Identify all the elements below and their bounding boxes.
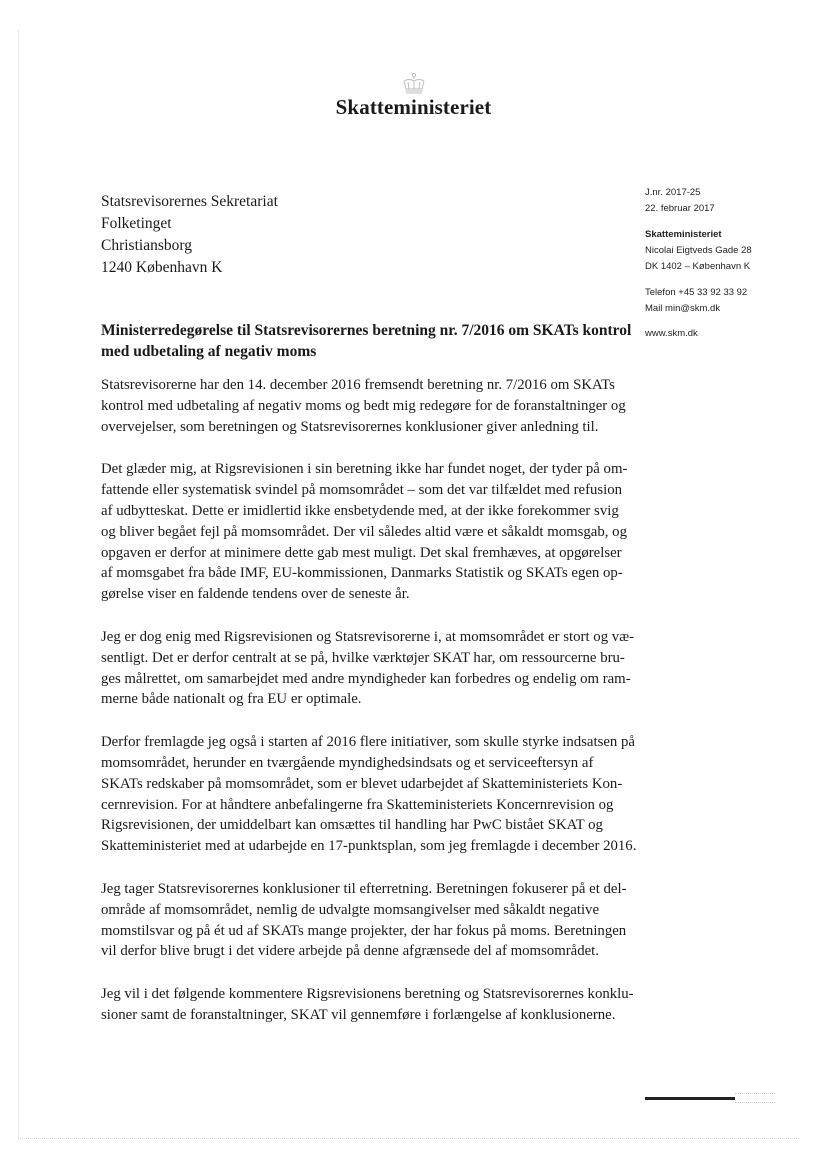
paragraph (101, 879, 627, 962)
journal-number: J.nr. 2017-25 (645, 187, 701, 198)
subject-line: Ministerredegørelse til Statsrevisorernes beretning nr. 7/2016 om SKATs kontrol (101, 322, 632, 339)
text-line: Jeg er dog enig med Rigsrevisionen og Statsrevisorerne i, at momsområdet er stort og væ- (101, 628, 634, 645)
recipient-line: Christiansborg (101, 237, 192, 254)
text-line: SKATs redskaber på momsområdet, som er blevet udarbejdet af Skatteministeriets Kon- (101, 775, 623, 792)
sender-street: Nicolai Eigtveds Gade 28 (645, 245, 752, 256)
sender-website: www.skm.dk (645, 328, 698, 339)
text-line: Skatteministeriet med at udarbejde en 17-punktsplan, som jeg fremlagde i december 2016. (101, 838, 637, 855)
recipient-line: Folketinget (101, 215, 172, 232)
sender-mail: Mail min@skm.dk (645, 303, 721, 314)
text-line: Statsrevisorerne har den 14. december 2016 fremsendt beretning nr. 7/2016 om SKATs (101, 377, 615, 393)
page-bottom-edge (20, 1138, 799, 1140)
text-line: vil derfor blive brugt i det videre arbejde på denne afgrænsede del af momsområdet. (101, 943, 599, 960)
paragraph (101, 375, 626, 437)
text-line: fattende eller systematisk svindel på momsområdet – som det var tilfældet med refusion (101, 482, 623, 499)
recipient-line: Statsrevisorernes Sekretariat (101, 193, 278, 210)
text-line: af udbytteskat. Dette er imidlertid ikke ensbetydende med, at der ikke forekommer svig (101, 502, 619, 519)
text-line: område af momsområdet, nemlig de udvalgte momsangivelser med såkaldt negative (101, 901, 600, 918)
letter-body (101, 375, 637, 1048)
page-edge (18, 30, 19, 1140)
text-line: merne både nationalt og fra EU er optimale. (101, 691, 362, 708)
text-line: gørelse viser en faldende tendens over de seneste år. (101, 586, 410, 603)
recipient-address (101, 191, 278, 279)
crown-icon (400, 72, 428, 96)
text-line: kontrol med udbetaling af negativ moms og bedt mig redegøre for de foranstaltninger og (101, 397, 626, 414)
paragraph (101, 732, 637, 857)
text-line: Jeg vil i det følgende kommentere Rigsrevisionens beretning og Statsrevisorernes konklu- (101, 986, 634, 1003)
paragraph (101, 984, 634, 1026)
text-line: momstilsvar og på ét ud af SKATs mange projekter, der har fokus på moms. Beretningen (101, 922, 627, 939)
text-line: af momsgabet fra både IMF, EU-kommissionen, Danmarks Statistik og SKATs egen op- (101, 565, 623, 582)
sender-org-name: Skatteministeriet (645, 229, 722, 240)
text-line: Det glæder mig, at Rigsrevisionen i sin beretning ikke har fundet noget, der tyder på om- (101, 461, 628, 478)
paragraph (101, 627, 634, 710)
text-line: overvejelser, som beretningen og Statsrevisorernes konklusioner giver anledning til. (101, 418, 599, 435)
letter-date: 22. februar 2017 (645, 203, 715, 214)
text-line: opgaven er derfor at minimere dette gab mest muligt. Det skal fremhæves, at opgørelser (101, 544, 622, 561)
text-line: cernrevision. For at håndtere anbefalingerne fra Skatteministeriets Koncernrevision og (101, 796, 614, 813)
text-line: sentligt. Det er derfor centralt at se på, hvilke værktøjer SKAT har, om ressourcerne bru- (101, 649, 625, 666)
sender-sidebar (645, 185, 815, 342)
text-line: ges målrettet, om samarbejdet med andre myndigheder kan forbedres og endelig om ram- (101, 670, 631, 687)
subject-heading (101, 320, 632, 362)
text-line: sioner samt de foranstaltninger, SKAT vil gennemføre i forlængelse af konklusionerne. (101, 1006, 616, 1023)
paragraph (101, 459, 628, 605)
text-line: momsområdet, herunder en tværgående myndighedsindsats og et serviceeftersyn af (101, 754, 594, 771)
sender-phone: Telefon +45 33 92 33 92 (645, 287, 748, 298)
text-line: og bliver begået fejl på momsområdet. Der vil således altid være et såkaldt momsgab, og (101, 523, 627, 540)
subject-line: med udbetaling af negativ moms (101, 343, 317, 360)
text-line: Derfor fremlagde jeg også i starten af 2016 flere initiativer, som skulle styrke indsatsen på (101, 734, 635, 751)
text-line: Rigsrevisionen, der umiddelbart kan omsættes til handling har PwC bistået SKAT og (101, 817, 603, 834)
text-line: Jeg tager Statsrevisorernes konklusioner til efterretning. Beretningen fokuserer på et del- (101, 880, 627, 897)
recipient-line: 1240 København K (101, 259, 223, 276)
footer-rule-faint (735, 1093, 775, 1103)
ministry-title: Skatteministeriet (335, 95, 492, 119)
sender-city: DK 1402 – København K (645, 261, 751, 272)
footer-rule (645, 1097, 735, 1100)
